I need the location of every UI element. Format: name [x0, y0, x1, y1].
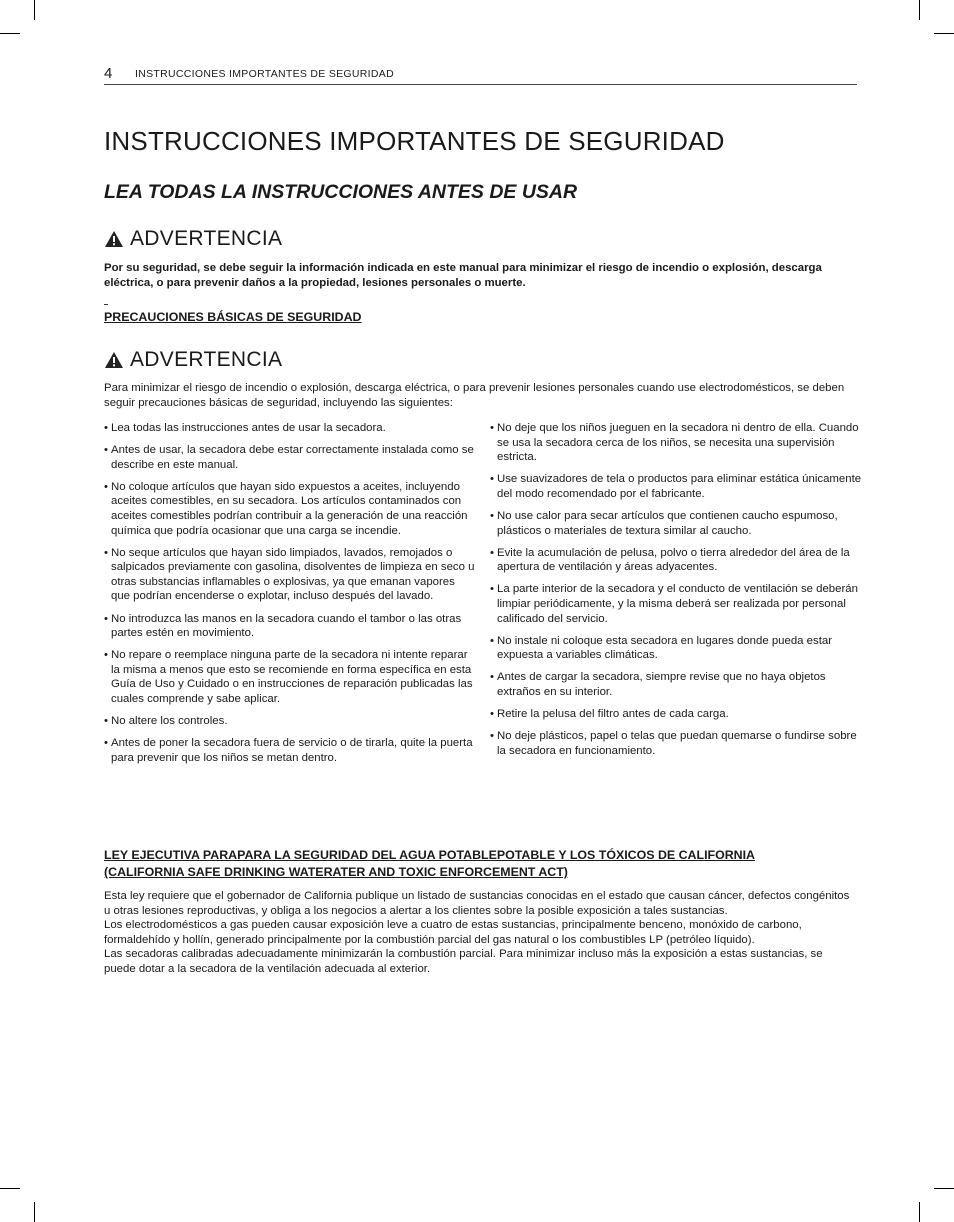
california-heading-line-1: LEY EJECUTIVA PARAPARA LA SEGURIDAD DEL AGUA POTABLEPOTABLE Y LOS TÓXICOS DE CALIFORNIA — [104, 848, 756, 862]
bullet: • — [104, 546, 108, 559]
bullet: • — [490, 708, 494, 720]
california-heading-line-2: (CALIFORNIA SAFE DRINKING WATERATER AND TOXIC ENFORCEMENT ACT) — [104, 865, 568, 879]
list-item: • Antes de poner la secadora fuera de servicio o de tirarla, quite la puerta para prevenir que los niños se metan dentro. — [104, 737, 473, 764]
list-item: • No repare o reemplace ninguna parte de la secadora ni intente reparar la misma a menos que esto se recomiende en forma específica en esta Guía de Uso y Cuidado o en instrucciones de reparación publicadas las cuales comprende y sabe aplicar. — [104, 649, 473, 705]
page-title: INSTRUCCIONES IMPORTANTES DE SEGURIDAD — [104, 126, 725, 156]
bullet: • — [104, 480, 108, 493]
list-item: • Use suavizadores de tela o productos para eliminar estática únicamente del modo recomendado por el fabricante. — [490, 473, 862, 500]
crop-mark — [0, 1188, 20, 1189]
bullet: • — [490, 634, 494, 647]
list-item: • Retire la pelusa del filtro antes de cada carga. — [490, 708, 729, 720]
bullet: • — [490, 546, 494, 559]
bullet: • — [104, 715, 108, 728]
divider — [104, 304, 108, 305]
california-body — [104, 889, 856, 977]
list-item: • Evite la acumulación de pelusa, polvo o tierra alrededor del área de la apertura de ventilación y áreas adyacentes. — [490, 546, 850, 574]
bullet: • — [104, 737, 108, 750]
crop-mark — [34, 0, 35, 20]
bullet: • — [104, 649, 108, 662]
subtitle: LEA TODAS LA INSTRUCCIONES ANTES DE USAR — [104, 181, 578, 203]
bullet: • — [490, 730, 494, 743]
intro-paragraph: Para minimizar el riesgo de incendio o explosión, descarga eléctrica, o para prevenir lesiones personales cuando use electrodomésticos, se deben seguir precauciones básicas de seguridad, incluyendo las siguientes: — [104, 382, 845, 409]
list-item: • La parte interior de la secadora y el conducto de ventilación se deberán limpiar periódicamente, y la misma deberá ser realizada por personal calificado del servicio. — [490, 583, 858, 625]
crop-mark — [0, 33, 20, 34]
list-item: • No coloque artículos que hayan sido expuestos a aceites, incluyendo aceites comestibles, en su secadora. Los artículos contaminados con aceites comestibles podrían contribuir a la generación de una reacción química que podría ocasionar que una carga se incendie. — [104, 480, 468, 537]
precautions-list-left — [104, 421, 476, 773]
warning-heading-2 — [104, 348, 282, 372]
bullet: • — [104, 612, 108, 625]
list-item: • Lea todas las instrucciones antes de usar la secadora. — [104, 422, 386, 434]
header-title: INSTRUCCIONES IMPORTANTES DE SEGURIDAD — [135, 68, 394, 80]
california-paragraph: Esta ley requiere que el gobernador de California publique un listado de sustancias conocidas en el estado que causan cáncer, defectos congénitos u otras lesiones reproductivas, y obliga a los negocios a alertar a los clientes sobre la posible exposición a tales sustancias. — [104, 890, 850, 917]
california-paragraph: Los electrodomésticos a gas pueden causar exposición leve a cuatro de estas sustancias, principalmente benceno, monóxido de carbono, formaldehído y hollín, generado principalmente por la combustión parcial del gas natural o los combustibles LP (petróleo líquido). — [104, 919, 802, 946]
crop-mark — [934, 33, 954, 34]
bullet: • — [490, 509, 494, 522]
precautions-list-right — [490, 421, 862, 766]
warning-label: ADVERTENCIA — [130, 227, 283, 250]
crop-mark — [934, 1188, 954, 1189]
list-item: • No use calor para secar artículos que contienen caucho espumoso, plásticos o materiales de textura similar al caucho. — [490, 509, 838, 537]
warning-icon — [104, 230, 124, 248]
list-item: • No introduzca las manos en la secadora cuando el tambor o las otras partes estén en movimiento. — [104, 612, 462, 640]
list-item: • Antes de cargar la secadora, siempre revise que no haya objetos extraños en su interior. — [490, 671, 826, 698]
list-item: • No instale ni coloque esta secadora en lugares donde pueda estar expuesta a variables climáticas. — [490, 634, 832, 662]
list-item: • Antes de usar, la secadora debe estar correctamente instalada como se describe en este manual. — [104, 444, 474, 471]
california-paragraph: Las secadoras calibradas adecuadamente minimizarán la combustión parcial. Para minimizar incluso más la exposición a estas sustancias, se puede dotar a la secadora de la ventilación adecuada al exterior. — [104, 948, 823, 975]
list-item: • No deje que los niños jueguen en la secadora ni dentro de ella. Cuando se usa la secadora cerca de los niños, se necesita una supervisión estricta. — [490, 422, 859, 464]
crop-mark — [919, 1202, 920, 1222]
list-item: • No altere los controles. — [104, 715, 228, 728]
california-heading — [104, 847, 856, 881]
list-item: • No seque artículos que hayan sido limpiados, lavados, remojados o salpicados previamente con gasolina, disolventes de limpieza en seco u otras substancias inflamables o explosivas, ya que emanan vapores que podrían encenderse o explotar, incluso después del lavado. — [104, 546, 475, 603]
bullet: • — [490, 583, 494, 596]
warning-heading-1 — [104, 227, 282, 251]
page-number: 4 — [104, 65, 113, 82]
section-heading: PRECAUCIONES BÁSICAS DE SEGURIDAD — [104, 310, 362, 324]
bullet: • — [104, 444, 108, 457]
bullet: • — [490, 473, 494, 486]
warning-text: Por su seguridad, se debe seguir la información indicada en este manual para minimizar el riesgo de incendio o explosión, descarga eléctrica, o para prevenir daños a la propiedad, lesiones personales o muerte. — [104, 262, 822, 289]
crop-mark — [919, 0, 920, 20]
list-item: • No deje plásticos, papel o telas que puedan quemarse o fundirse sobre la secadora en funcionamiento. — [490, 730, 857, 757]
page-header — [104, 66, 857, 85]
warning-icon — [104, 351, 124, 369]
bullet: • — [490, 422, 494, 434]
crop-mark — [34, 1202, 35, 1222]
bullet: • — [490, 671, 494, 684]
bullet: • — [104, 422, 108, 434]
warning-label: ADVERTENCIA — [130, 348, 283, 371]
